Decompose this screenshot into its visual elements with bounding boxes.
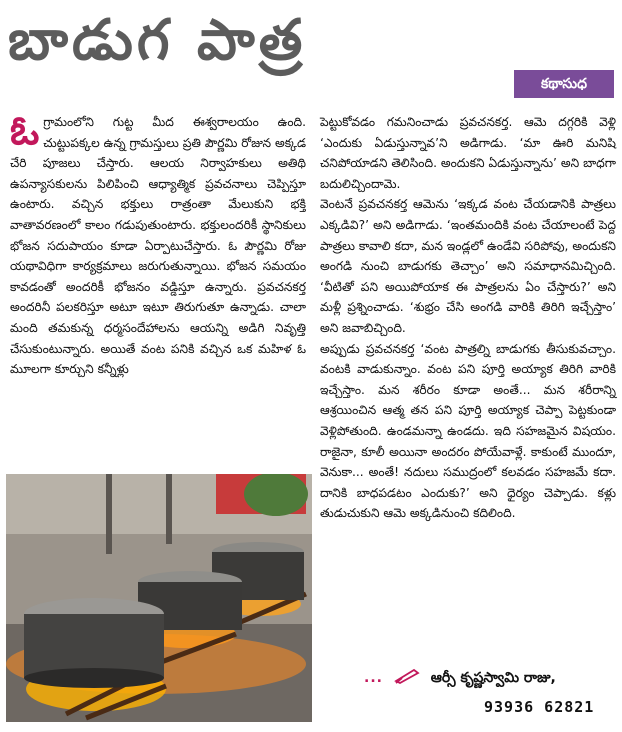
author-name: ఆర్సీ కృష్ణస్వామి రాజు, [430, 670, 556, 686]
byline-dots: ... [364, 670, 383, 686]
paragraph: వెంటనే ప్రవచనకర్త ఆమెను ‘ఇక్కడ వంట చేయడానికి పాత్రలు ఎక్కడివి?’ అని అడిగాడు. ‘ఇంతమందికి వంట చేయాలంటే పెద్ద పాత్రలు కావాలి కదా, మన ఇండ్లలో ఉండేవి సరిపోవు, అందుకని అంగడి నుంచి బాడుగకు తెచ్చాం’ అని సమాధానమిచ్చింది. ‘వీటితో పని అయిపోయాక ఈ పాత్రలను ఏం చేస్తారు?’ అని మళ్లీ ప్రశ్నించాడు. ‘శుభ్రం చేసి అంగడి వారికి తిరిగి ఇచ్చేస్తాం’ అని జవాబిచ్చింది. [320, 197, 616, 335]
article-title: బాడుగ పాత్ర [8, 8, 307, 73]
paragraph: అప్పుడు ప్రవచనకర్త ‘వంట పాత్రల్ని బాడుగకు తీసుకువచ్చాం. వంటకి వాడుకున్నాం. వంట పని పూర్తి అయ్యాక తిరిగి వారికి ఇచ్చేస్తాం. మన శరీరం కూడా అంతే... మన శరీరాన్ని ఆశ్రయించిన ఆత్మ తన పని పూర్తి అయ్యాక చెప్పా పెట్టకుండా వెళ్లిపోతుంది. ఉండమన్నా ఉండదు. ఇది సహజమైన విషయం. రాజైనా, కూలీ అయినా అందరం పోయేవాళ్లే. కాకుంటే ముందూ, వెనుకా... అంతే! నదులు సముద్రంలో కలవడం సహజమే కదా. దానికి బాధపడటం ఎందుకు?’ అని ధైర్యం చెప్పాడు. కళ్లు తుడుచుకుని ఆమె అక్కడినుంచి కదిలింది. [320, 341, 616, 521]
article-column-2 [320, 112, 616, 524]
author-phone: 93936 62821 [484, 698, 595, 716]
cooking-vessels-photo [6, 474, 312, 722]
paragraph: పెట్టుకోవడం గమనించాడు ప్రవచనకర్త. ఆమె దగ్గరికి వెళ్లి ‘ఎందుకు ఏడుస్తున్నావ’ని అడిగాడు. ‘మా ఊరి మనిషి చనిపోయాడని తెలిసింది. అందుకని ఏడుస్తున్నాను’ అని బాధగా బదులిచ్చిందామె. [320, 115, 616, 191]
pen-icon [394, 668, 420, 688]
category-tag: కథాసుధ [514, 70, 614, 98]
article-column-1 [10, 108, 306, 380]
author-byline [364, 668, 556, 689]
column-1-text: గ్రామంలోని గుట్ట మీద ఈశ్వరాలయం ఉంది. చుట్టుపక్కల ఉన్న గ్రామస్తులు ప్రతి పౌర్ణమి రోజున అక్కడ చేరి పూజలు చేస్తారు. ఆలయ నిర్వాహకులు అతిథి ఉపన్యాసకులను పిలిపించి ఆధ్యాత్మిక ప్రవచనాలు చెప్పిస్తూ ఉంటారు. వచ్చిన భక్తులు రాత్రంతా మేలుకుని భక్తి వాతావరణంలో కాలం గడుపుతుంటారు. భక్తులందరికీ స్థానికులు భోజన సదుపాయం కూడా ఏర్పాటుచేస్తారు. ఓ పౌర్ణమి రోజు యథావిధిగా కార్యక్రమాలు జరుగుతున్నాయి. భోజన సమయం కావడంతో అందరికీ భోజనం వడ్డిస్తూ ఉన్నారు. ప్రవచనకర్త అందరినీ పలకరిస్తూ అటూ ఇటూ తిరుగుతూ ఉన్నాడు. చాలా మంది తమకున్న ధర్మసందేహాలను ఆయన్ని అడిగి నివృత్తి చేసుకుంటున్నారు. అయితే వంట పనికి వచ్చిన ఒక మహిళ ఓ మూలగా కూర్చుని కన్నీళ్లు [10, 115, 306, 377]
drop-cap: ఓ [10, 108, 40, 154]
